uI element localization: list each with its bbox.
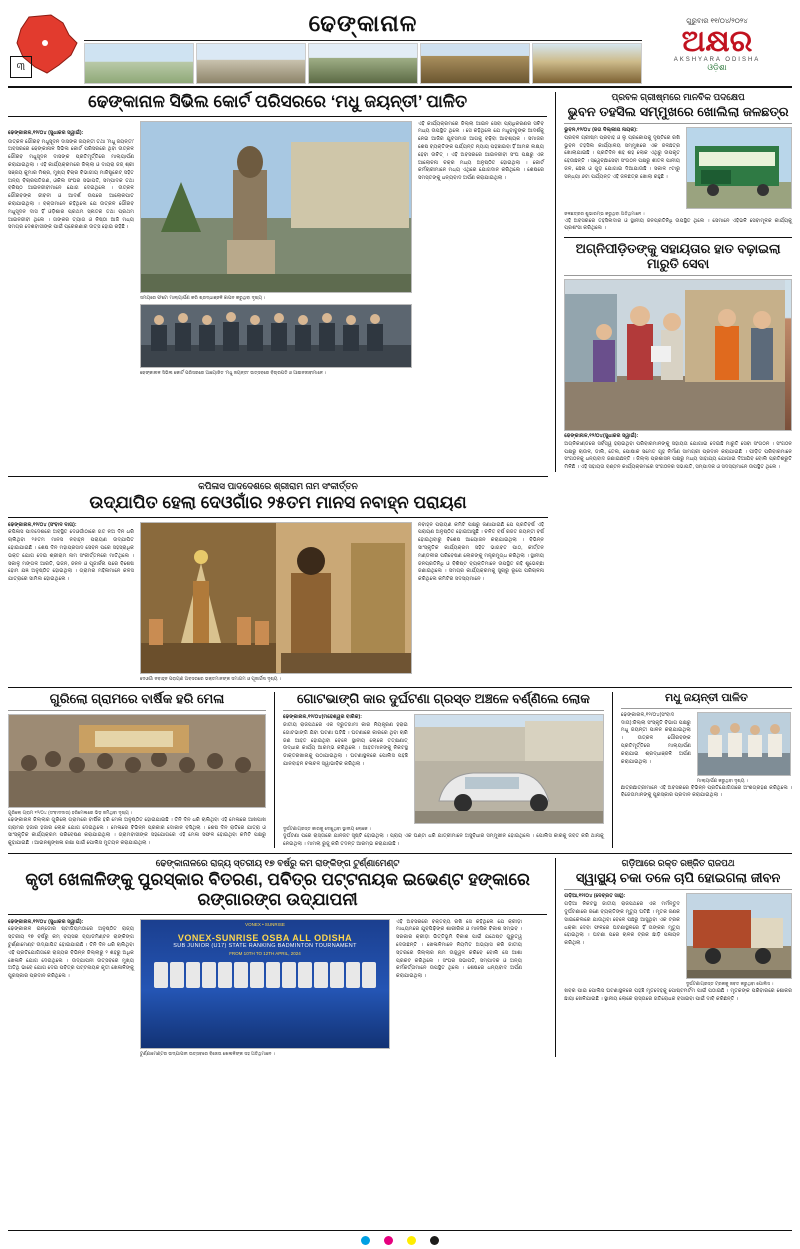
section-lead — [8, 92, 792, 472]
section-nabahna — [8, 476, 548, 682]
c1-headline: ଗୁରିଲୋ ଗ୍ରାମରେ ବାର୍ଷିକ ହରି ମେଳା — [49, 691, 225, 707]
second-headline: ଉଦ୍‌ଯାପିତ ହେଲା ଦେଓଗାଁର ୨୫ତମ ମାନସ ନବାହ୍ନ ପରାୟଣ — [89, 493, 467, 513]
photo-damaged-car — [414, 714, 604, 824]
bottom-body-2: ଏହି ଅବସରରେ ବକ୍ତବ୍ୟ ରଖି ସେ କହିଥିଲେ ଯେ କ୍ରୀଡ଼ା ମାଧ୍ୟମରେ ଯୁବପିଢ଼ିଙ୍କ ଶାରୀରିକ ଓ ମାନସିକ ବିକାଶ ସମ୍ଭବ । ସରକାର କ୍ରୀଡ଼ା ଭିତ୍ତିଭୂମି ବିକାଶ ପାଇଁ ଯଥେଷ୍ଟ ଗୁରୁତ୍ୱ ଦେଉଛନ୍ତି । ଖେଳାଳିମାନେ ନିୟମିତ ଅଭ୍ୟାସ କରି ଜାତୀୟ ସ୍ତରରେ ଜିଲ୍ଲାର ନାମ ଉଜ୍ଜ୍ୱଳ କରିବେ ବୋଲି ସେ ଆଶା ପ୍ରକଟ କରିଥିଲେ । ସଂଘର ସଭାପତି, ସମ୍ପାଦକ ଓ ଅନ୍ୟ କର୍ମକର୍ତ୍ତାମାନେ ଉପସ୍ଥିତ ଥିଲେ । ଶେଷରେ ଧନ୍ୟବାଦ ଅର୍ପଣ କରାଯାଇଥିଲା । — [396, 918, 522, 980]
publication-name-latin: AKSHYARA ODISHA — [673, 56, 761, 63]
c3-body: ଢେଙ୍କାନାଳ,୧୨/୦୪(ସଂବାଦ ଦାତା):ଜିଲ୍ଲା ସଂସ୍କୃତି ବିଭାଗ ପକ୍ଷରୁ ମଧୁ ଜୟନ୍ତୀ ପାଳନ କରାଯାଇଥିଲା । ଉତ୍କଳ ଗୌରବଙ୍କ ପ୍ରତିମୂର୍ତ୍ତିରେ ମାଲ୍ୟାର୍ପଣ କରାଯାଇ ଶ୍ରଦ୍ଧାଞ୍ଜଳି ଅର୍ପଣ କରାଯାଇଥିଲା । — [620, 711, 691, 765]
lead-body-2: ଏହି କାର୍ଯ୍ୟକ୍ରମରେ ଜିଲ୍ଲା ଆଇନ ସେବା ପ୍ରାଧିକରଣର ସଚିବ ମଧ୍ୟ ଉପସ୍ଥିତ ଥିଲେ । ସେ କହିଥିଲେ ଯେ ମଧୁବାବୁଙ୍କ ଆଦର୍ଶକୁ ନେଇ ଆଜିର ଯୁବସମାଜ ଆଗକୁ ବଢ଼ିବା ଆବଶ୍ୟକ । ସମାଜର ଶେଷ ବ୍ୟକ୍ତିଙ୍କ ପର୍ଯ୍ୟନ୍ତ ନ୍ୟାୟ ପହଞ୍ଚାଇବା ହିଁ ଆମର ଲକ୍ଷ୍ୟ ହେବା ଉଚିତ୍ । ଏହି ଅବସରରେ ଆଇନଜୀବୀ ସଂଘ ପକ୍ଷରୁ ଏକ ଆଲୋଚନା ଚକ୍ର ମଧ୍ୟ ଅନୁଷ୍ଠିତ ହୋଇଥିଲା । କୋର୍ଟ କର୍ମଚାରୀମାନେ ମଧ୍ୟ ଏଥିରେ ଯୋଗଦାନ କରିଥିଲେ । ଶେଷରେ ସମସ୍ତଙ୍କୁ ଧନ୍ୟବାଦ ଅର୍ପଣ କରାଯାଇଥିଲା । — [418, 120, 544, 182]
bottom-caption: ଟୁର୍ଣ୍ଣାମେଣ୍ଟର ଉଦ୍‌ଯାପନୀ ଉତ୍ସବରେ ବିଜେତା ଖେଳାଳିଙ୍କ ସହ ଅତିଥିମାନେ । — [140, 1050, 275, 1056]
masthead-photo-1 — [84, 43, 194, 84]
lead-caption-2: ଢେଙ୍କାନାଳ ସିଭିଲ କୋର୍ଟ ପରିସରରେ ଆୟୋଜିତ ‘ମଧୁ ଜୟନ୍ତୀ’ ଉତ୍ସବରେ ବିଚାରପତି ଓ ଆଇନଜୀବୀମାନେ । — [140, 370, 327, 376]
story-car-accident — [274, 692, 604, 848]
bottom-right-body: ଗଡ଼ିଆ ନିକଟସ୍ଥ ଜାତୀୟ ରାଜପଥରେ ଏକ ମର୍ମନ୍ତୁଦ ଦୁର୍ଘଟଣାରେ ଜଣେ ବ୍ୟକ୍ତିଙ୍କ ମୃତ୍ୟୁ ଘଟିଛି । ମୃତକ ଜଣକ ସାଇକେଲରେ ଯାଉଥିବା ବେଳେ ପଛରୁ ଆସୁଥିବା ଏକ ଟ୍ରକ ଧକ୍କା ଦେବା ଫଳରେ ଘଟଣାସ୍ଥଳରେ ହିଁ ତାଙ୍କର ମୃତ୍ୟୁ ହୋଇଥିଲା । ଘଟଣା ପରେ ଚାଳକ ଟ୍ରକ ଛାଡ଼ି ପଳାୟନ କରିଥିଲା । — [564, 901, 680, 947]
section-bottom — [8, 858, 792, 1057]
rail-dateline-1: ଭୁବନ,୧୨/୦୪ (ଜଗ ଦିଲ୍ଲୀପ ନାୟକ): — [564, 126, 638, 133]
c2-dateline: ଢେଙ୍କାନାଳ,୧୨/୦୪(ମହେଶ୍ୱର ବାରିକ): — [283, 714, 362, 721]
banner-line-2: SUB JUNIOR (U17) STATE RANKING BADMINTON TOURNAMENT — [173, 942, 357, 949]
section-three-stories — [8, 692, 792, 848]
photo-truck-seized — [686, 893, 792, 979]
bottom-right-kicker: ଗଡ଼ିଆରେ ରକ୍ତ ରଞ୍ଜିତ ରାଜପଥ — [621, 858, 735, 869]
story-road-accident — [555, 858, 792, 1057]
masthead-photo-2 — [196, 43, 306, 84]
masthead — [8, 6, 792, 88]
c2-body: ଜାତୀୟ ରାଜପଥରେ ଏକ ଦ୍ରୁତଗାମୀ କାର ନିୟନ୍ତ୍ରଣ ହରାଇ ଗୋଟଭାଙ୍ଗି ଯିବା ଘଟଣା ଘଟିଛି । ଘଟଣାରେ କାରରେ ଥିବା ଚାରି ଜଣ ଆହତ ହୋଇଥିବା ବେଳେ ସ୍ଥାନୀୟ ଲୋକେ ତତ୍କ୍ଷଣାତ୍ ଉଦ୍ଧାର କାର୍ଯ୍ୟ ଆରମ୍ଭ କରିଥିଲେ । ଆହତମାନଙ୍କୁ ନିକଟସ୍ଥ ଡାକ୍ତରଖାନାକୁ ପଠାଯାଇଥିଲା । ଘଟଣାସ୍ଥଳରେ ପୋଲିସ ପହଞ୍ଚି ଯାନବାହନ ଚଳାଚଳ ସ୍ୱାଭାବିକ କରିଥିଲା । — [283, 721, 408, 767]
c3-caption: ମାଲ୍ୟାର୍ପଣ କରୁଥିବା ଦୃଶ୍ୟ । — [696, 777, 748, 783]
bottom-kicker: ଢେଙ୍କାନାଳରେ ରାଜ୍ୟ ସ୍ତରୀୟ ୧୭ ବର୍ଷରୁ କମ ରାଙ୍କିଙ୍ଗ ଟୁର୍ଣ୍ଣାମେଣ୍ଟ — [155, 858, 400, 869]
lead-caption-1: ସମୟରେ ଫଟୋ ମାଲ୍ୟାର୍ପଣ କରି ଶ୍ରଦ୍ଧାଞ୍ଜଳି ଜ୍ଞାପନ କରୁଥିବା ଦୃଶ୍ୟ । — [140, 294, 266, 300]
footer-rule — [8, 1230, 792, 1231]
cmyk-registration-marks — [0, 1236, 800, 1245]
lead-body-1: ଉତ୍କଳ ଗୌରବ ମଧୁସୂଦନ ଦାସଙ୍କ ଜୟନ୍ତୀ ତଥା ‘ମଧୁ ଜୟନ୍ତୀ’ ଅବସରରେ ଢେଙ୍କାନାଳ ସିଭିଲ କୋର୍ଟ ପରିସରରେ ଥିବା ଉତ୍କଳ ଗୌରବ ମଧୁସୂଦନ ଦାସଙ୍କ ପ୍ରତିମୂର୍ତ୍ତିରେ ମାଲ୍ୟାର୍ପଣ କରାଯାଇଥିଲା । ଏହି କାର୍ଯ୍ୟକ୍ରମରେ ଜିଲ୍ଲା ଓ ଦାୟରା ଜଜ୍ ଶ୍ରୀ ସଞ୍ଜୟ କୁମାର ମିଶ୍ର, ମୁଖ୍ୟ ବିଚାର ବିଭାଗୀୟ ମାଜିଷ୍ଟ୍ରେଟ୍ ସହିତ ଅନ୍ୟ ବିଚାରପତିଗଣ, ଓକିଲ ସଂଘର ସଭାପତି, ସମ୍ପାଦକ ତଥା ବରିଷ୍ଠ ଆଇନଜୀବୀମାନେ ଯୋଗ ଦେଇଥିଲେ । ଉତ୍କଳ ଗୌରବଙ୍କ ଜୀବନୀ ଓ ଆଦର୍ଶ ଉପରେ ଆଲୋକପାତ କରାଯାଇଥିଲା । ବକ୍ତାମାନେ କହିଥିଲେ ଯେ ଉତ୍କଳ ଗୌରବ ମଧୁସୂଦନ ଦାସ ହିଁ ଓଡ଼ିଶାର ପ୍ରଥମ ସ୍ନାତକ ତଥା ପ୍ରଥମ ଆଇନଜୀବୀ ଥିଲେ । ତାଙ୍କର ତ୍ୟାଗ ଓ ନିଷ୍ଠା ଆଜି ମଧ୍ୟ ସମଗ୍ର ଦେଶବାସୀଙ୍କ ପାଇଁ ପ୍ରେରଣାର ଉତ୍ସ ହୋଇ ରହିଛି । — [8, 138, 134, 231]
masthead-photo-4 — [420, 43, 530, 84]
story-badminton — [8, 858, 547, 1057]
edition-title — [84, 6, 642, 41]
lead-story — [8, 92, 547, 472]
lead-dateline: ଢେଙ୍କାନାଳ,୧୨/୦୪ (ସୁଧାକର ସ୍ୱାଇଁ): — [8, 129, 84, 136]
banner-line-3: FROM 10TH TO 12TH APRIL, 2024 — [229, 950, 301, 956]
publication-name: ଅକ୍ଷର — [681, 24, 753, 58]
publication-logo — [642, 6, 792, 84]
page-folio: ୩ — [10, 56, 32, 78]
rail-body-1b: ଏହି ଅବସରରେ ତହସିଲଦାର ଓ ସ୍ଥାନୀୟ ଜନପ୍ରତିନିଧି ଉପସ୍ଥିତ ଥିଲେ । ସେମାନେ ଏହିଭଳି ସେବାମୂଳକ କାର୍ଯ୍ୟକୁ ପ୍ରଶଂସା କରିଥିଲେ । — [564, 217, 792, 232]
c2-caption: ଦୁର୍ଘଟଣାଗ୍ରସ୍ତ କାରକୁ ଦେଖୁଥିବା ସ୍ଥାନୀୟ ଲୋକେ । — [283, 826, 371, 832]
rail-body-2: ଅଗ୍ନିକାଣ୍ଡରେ ସର୍ବସ୍ୱ ହରାଇଥିବା ପରିବାରମାନଙ୍କୁ ସହାୟତା ଯୋଗାଇ ଦେଇଛି ମାରୁତି ସେବା ସଂଗଠନ । ସଂଗଠନ ପକ୍ଷରୁ ଚାଉଳ, ଡାଲି, ତେଲ, ପୋଷାକ ସମେତ ଗୃହ ନିର୍ମାଣ ସାମଗ୍ରୀ ପ୍ରଦାନ କରାଯାଇଛି । ପୀଡ଼ିତ ପରିବାରମାନେ ସଂଗଠନକୁ ଧନ୍ୟବାଦ ଜଣାଇଛନ୍ତି । ଜିଲ୍ଲା ପ୍ରଶାସନ ପକ୍ଷରୁ ମଧ୍ୟ ସାହାଯ୍ୟ ଯୋଗାଇ ଦିଆଯିବ ବୋଲି ପ୍ରତିଶ୍ରୁତି ମିଳିଛି । ଏହି ସହାୟତା ବଣ୍ଟନ କାର୍ଯ୍ୟକ୍ରମରେ ସଂଗଠନର ସଭାପତି, ସମ୍ପାଦକ ଓ ସଦସ୍ୟମାନେ ଉପସ୍ଥିତ ଥିଲେ । — [564, 440, 792, 471]
rail-caption-1: ଜଳଛତ୍ରର ଶୁଭାରମ୍ଭ କରୁଥିବା ଅତିଥିମାନେ । — [564, 210, 645, 216]
masthead-photo-5 — [532, 43, 642, 84]
second-body-2: ନବାହ୍ନ ପରାୟଣ କମିଟି ପକ୍ଷରୁ ଜଣାଯାଇଛି ଯେ ପ୍ରତିବର୍ଷ ଏହି ପରାୟଣ ଅନୁଷ୍ଠିତ ହୋଇଆସୁଛି । ଚଳିତ ବର୍ଷ ରଜତ ଜୟନ୍ତୀ ବର୍ଷ ହୋଇଥିବାରୁ ବିଶେଷ ଆୟୋଜନ କରାଯାଇଥିଲା । ବିଭିନ୍ନ ସାଂସ୍କୃତିକ କାର୍ଯ୍ୟକ୍ରମ ସହିତ ଭାଗବତ ପାଠ, କୀର୍ତ୍ତନ ମଣ୍ଡଳୀର ପରିବେଷଣ ଲୋକଙ୍କୁ ମନ୍ତ୍ରମୁଗ୍ଧ କରିଥିଲା । ସ୍ଥାନୀୟ ଜନପ୍ରତିନିଧି ଓ ବିଶିଷ୍ଟ ବ୍ୟକ୍ତିମାନେ ଉପସ୍ଥିତ ରହି ଶୁଭେଚ୍ଛା ଜଣାଇଥିଲେ । ସମଗ୍ର କାର୍ଯ୍ୟକ୍ରମକୁ ସୁଚାରୁ ରୂପେ ପରିଚାଳନା କରିଥିଲେ କମିଟିର ସଦସ୍ୟମାନେ । — [418, 521, 544, 583]
photo-badminton-ceremony — [140, 919, 390, 1049]
rail-body-1: ପ୍ରବଳ ଗ୍ରୀଷ୍ମ ପ୍ରବାହ ଓ ଲୁ ପ୍ରକୋପକୁ ଦୃଷ୍ଟିରେ ରଖି ଭୁବନ ତହସିଲ କାର୍ଯ୍ୟାଳୟ ସମ୍ମୁଖରେ ଏକ ଜଳଛତ୍ର ଖୋଲାଯାଇଛି । ପ୍ରତିଦିନ ଶହ ଶହ ଲୋକ ଏଥିରୁ ଉପକୃତ ହେଉଛନ୍ତି । ସ୍ୱେଚ୍ଛାସେବୀ ସଂଗଠନ ପକ୍ଷରୁ ଶୀତଳ ପାନୀୟ ଜଳ, ଛେନା ଓ ଗୁଡ଼ ଯୋଗାଇ ଦିଆଯାଉଛି । ସକାଳ ୯ଟାରୁ ସନ୍ଧ୍ୟା ୬ଟା ପର୍ଯ୍ୟନ୍ତ ଏହି ଜଳଛତ୍ର ଖୋଲା ରହୁଛି । — [564, 134, 680, 180]
story-hari-mela — [8, 692, 266, 848]
players-row — [141, 962, 389, 988]
bottom-right-headline: ସ୍ୱାସ୍ଥ୍ୟ ଚକା ତଳେ ଚାପି ହୋଇଗଲା ଜୀବନ — [575, 870, 781, 886]
photo-relief-distribution — [564, 279, 792, 431]
bottom-dateline: ଢେଙ୍କାନାଳ,୧୨/୦୪ (ସୁଧାକର ସ୍ୱାଇଁ): — [8, 918, 84, 925]
second-body-1: କପିଳାସ ପାଦଦେଶରେ ଅବସ୍ଥିତ ଦେଓଗାଁଠାରେ ଗତ ନଅ ଦିନ ଧରି ଚାଲିଥିବା ୨୫ତମ ମାନସ ନବାହ୍ନ ପରାୟଣ ଉଦ୍‌ଯାପିତ ହୋଇଯାଇଛି । ଶେଷ ଦିନ ମହାପ୍ରସାଦ ସେବନ ପରେ ସହସ୍ରାଧିକ ଭକ୍ତ ଯୋଗ ଦେଇ ଶ୍ରୀରାମ ନାମ ସଂକୀର୍ତ୍ତନରେ ମାତିଥିଲେ । ସକାଳୁ ମଙ୍ଗଳ ଆରତି, ଭଜନ, ଜନନ ଓ ପୂଜାର୍ଚ୍ଚନା ପରେ ବିଶେଷ ହୋମ ଯଜ୍ଞ ଅନୁଷ୍ଠିତ ହୋଇଥିଲା । ଗ୍ରାମର ମହିଳାମାନେ କଳସ ଯାତ୍ରାରେ ସାମିଲ ହୋଇଥିଲେ । — [8, 529, 134, 583]
bottom-right-caption: ଦୁର୍ଘଟଣାଗ୍ରସ୍ତ ଟ୍ରକକୁ ଜବତ କରୁଥିବା ପୋଲିସ । — [686, 981, 774, 987]
bottom-body-1: ଢେଙ୍କାନାଳ ଇନ୍ଡୋର ଷ୍ଟାଡିୟମଠାରେ ଅନୁଷ୍ଠିତ ରାଜ୍ୟ ସ୍ତରୀୟ ୧୭ ବର୍ଷରୁ କମ୍ ବୟସର ବ୍ୟାଡମିଣ୍ଟନ ରାଙ୍କିଙ୍ଗ ଟୁର୍ଣ୍ଣାମେଣ୍ଟ ଉଦ୍‌ଯାପିତ ହୋଇଯାଇଛି । ତିନି ଦିନ ଧରି ଚାଲିଥିବା ଏହି ପ୍ରତିଯୋଗିତାରେ ରାଜ୍ୟର ବିଭିନ୍ନ ଜିଲ୍ଲାରୁ ୨ ଶହରୁ ଅଧିକ ଖେଳାଳି ଯୋଗ ଦେଇଥିଲେ । ଉଦ୍‌ଯାପନୀ ଉତ୍ସବରେ ମୁଖ୍ୟ ଅତିଥି ଭାବେ ଯୋଗ ଦେଇ ପବିତ୍ର ପଟ୍ଟନାୟକ କୃତୀ ଖେଳାଳିଙ୍କୁ ପୁରସ୍କାର ପ୍ରଦାନ କରିଥିଲେ । — [8, 926, 134, 980]
masthead-photo-3 — [308, 43, 418, 84]
photo-madhusudan-statue — [140, 121, 412, 293]
bottom-right-body-2: ଖବର ପାଇ ପୋଲିସ ଘଟଣାସ୍ଥଳରେ ପହଞ୍ଚି ମୃତଦେହକୁ ପୋଷ୍ଟମର୍ଟମ ପାଇଁ ପଠାଇଛି । ମୃତକଙ୍କ ପରିବାରରେ ଶୋକର ଛାୟା ଖେଳିଯାଇଛି । ସ୍ଥାନୀୟ ଲୋକେ ରାସ୍ତାରେ ଗତିରୋଧକ ବସାଇବା ପାଇଁ ଦାବି କରିଛନ୍ତି । — [564, 988, 792, 1002]
rail-dateline-2: ଢେଙ୍କାନାଳ,୧୨/୦୪(ସୁଧାକର ସ୍ୱାଇଁ): — [564, 433, 639, 440]
c2-body-2: ଦୁର୍ଘଟଣା ପରେ ରାସ୍ତାରେ ଯାନଜଟ ସୃଷ୍ଟି ହୋଇଥିଲା । ପ୍ରାୟ ଏକ ଘଣ୍ଟା ଧରି ଯାତ୍ରୀମାନେ ଅସୁବିଧାର ସମ୍ମୁଖୀନ ହୋଇଥିଲେ । ପୋଲିସ କାରକୁ ଜବତ କରି ଥାନାକୁ ନେଇଥିଲା । ମାମଲା ରୁଜୁ କରି ତଦନ୍ତ ଆରମ୍ଭ କରାଯାଇଛି । — [283, 832, 604, 847]
photo-garland-ceremony — [697, 712, 791, 776]
publication-region: ଓଡ଼ିଶା — [707, 62, 727, 72]
second-dateline: ଢେଙ୍କାନାଳ,୧୨/୦୪ (ସଂବାଦ ଦାତା): — [8, 521, 77, 528]
rail-headline-1: ଭୁବନ ତହସିଲ ସମ୍ମୁଖରେ ଖୋଲିଲା ଜଳଛତ୍ର — [567, 104, 789, 119]
c3-headline: ମଧୁ ଜୟନ୍ତୀ ପାଳିତ — [665, 692, 748, 705]
right-rail — [555, 92, 792, 472]
story-madhu-jayanti — [612, 692, 792, 848]
masthead-photo-strip — [84, 41, 642, 84]
banner-line-1: VONEX-SUNRISE OSBA ALL ODISHA — [177, 932, 353, 943]
publication-date: ଗୁରୁବାର ୧୧/୦୪/୨୦୨୪ — [686, 17, 748, 25]
rail-kicker-2: ଅଗ୍ନିପୀଡ଼ିତଙ୍କୁ ସହାୟତାର ହାତ ବଢ଼ାଇଲା ମାରୁତି ସେବା — [575, 241, 781, 272]
bottom-right-dateline: ଗଡ଼ିଆ,୧୨/୦୪ (ଦେବ୍ରତ ସାହୁ): — [564, 893, 626, 900]
second-caption: ଦେଓଗାଁ ନବାହ୍ନ ପରାୟଣ ଅବସରରେ ଭକ୍ତମାନଙ୍କ ସମାଗମ ଓ ପୂଜାର୍ଚ୍ଚନା ଦୃଶ୍ୟ । — [140, 675, 281, 681]
rail-kicker-1: ପ୍ରବଳ ଗ୍ରୀଷ୍ମରେ ମାନବିକ ପଦକ୍ଷେପ — [611, 92, 745, 102]
photo-hari-mela-crowd — [8, 714, 266, 808]
photo-temple-ritual — [140, 522, 412, 674]
c1-caption: ଗୁରିଲୋ ଗ୍ରାମ ୧୨/୦୪ (ସଂବାଦଦାତା) ହରିମେଳାରେ ଭିଡ଼ ଜମିଥିବା ଦୃଶ୍ୟ । — [8, 810, 133, 816]
c3-body-2: ଛାତ୍ରଛାତ୍ରୀମାନେ ଏହି ଅବସରରେ ବିଭିନ୍ନ ପ୍ରତିଯୋଗିତାରେ ଅଂଶଗ୍ରହଣ କରିଥିଲେ । ବିଜେତାମାନଙ୍କୁ ପୁରସ୍କାର ପ୍ରଦାନ କରାଯାଇଥିଲା । — [620, 784, 792, 799]
bottom-headline: କୃତୀ ଖେଳାଳିଙ୍କୁ ପୁରସ୍କାର ବିତରଣ, ପବିତ୍ର ପଟ୍ଟନାୟକ ଇଭେଣ୍ଟ ହଙ୍କାରେ ରଙ୍ଗାରଙ୍ଗ ଉଦ୍‌ଯାପନୀ — [25, 870, 530, 909]
edition-title-text: ଢେଙ୍କାନାଳ — [308, 9, 418, 36]
c2-headline: ଗୋଟଭାଙ୍ଗି କାର ଦୁର୍ଘଟଣା ଗ୍ରସ୍ତ ଅଞ୍ଚଳେ ବର୍ଣ୍ଣିଲେ ଲୋକ — [296, 691, 590, 707]
banner-sponsor: VONEX • SUNRISE — [245, 921, 285, 927]
photo-water-booth — [686, 127, 792, 209]
c1-body: ଢେଙ୍କାନାଳ ଜିଲ୍ଲାର ଗୁରିଲୋ ଗ୍ରାମରେ ବାର୍ଷିକ ହରି ମେଳା ଅନୁଷ୍ଠିତ ହୋଇଯାଇଛି । ତିନି ଦିନ ଧରି ଚାଲିଥିବା ଏହି ମେଳାରେ ଆଖପାଖ ଗ୍ରାମର ହଜାର ହଜାର ଲୋକ ଯୋଗ ଦେଇଥିଲେ । ମେଳାରେ ବିଭିନ୍ନ ପ୍ରକାର ଦୋକାନ ବସିଥିଲା । ଶେଷ ଦିନ ରାତିରେ ଯାତ୍ରା ଓ ସାଂସ୍କୃତିକ କାର୍ଯ୍ୟକ୍ରମ ପରିବେଷଣ କରାଯାଇଥିଲା । ଗ୍ରାମବାସୀଙ୍କ ସହଯୋଗରେ ଏହି ମେଳା ସଫଳ ହୋଇଥିବା କମିଟି ପକ୍ଷରୁ କୁହାଯାଇଛି । ଆଇନଶୃଙ୍ଖଳା ରକ୍ଷା ପାଇଁ ପୋଲିସ ମୁତୟନ କରାଯାଇଥିଲା । — [8, 816, 266, 847]
photo-lawyers-group — [140, 304, 412, 368]
lead-headline: ଢେଙ୍କାନାଳ ସିଭିଲ କୋର୍ଟ ପରିସରରେ ‘ମଧୁ ଜୟନ୍ତୀ’ ପାଳିତ — [88, 92, 468, 111]
second-kicker: କପିଳାସ ପାଦଦେଶରେ ଶ୍ରୀରାମ ନାମ ସଂକୀର୍ତ୍ତନ — [198, 481, 358, 492]
